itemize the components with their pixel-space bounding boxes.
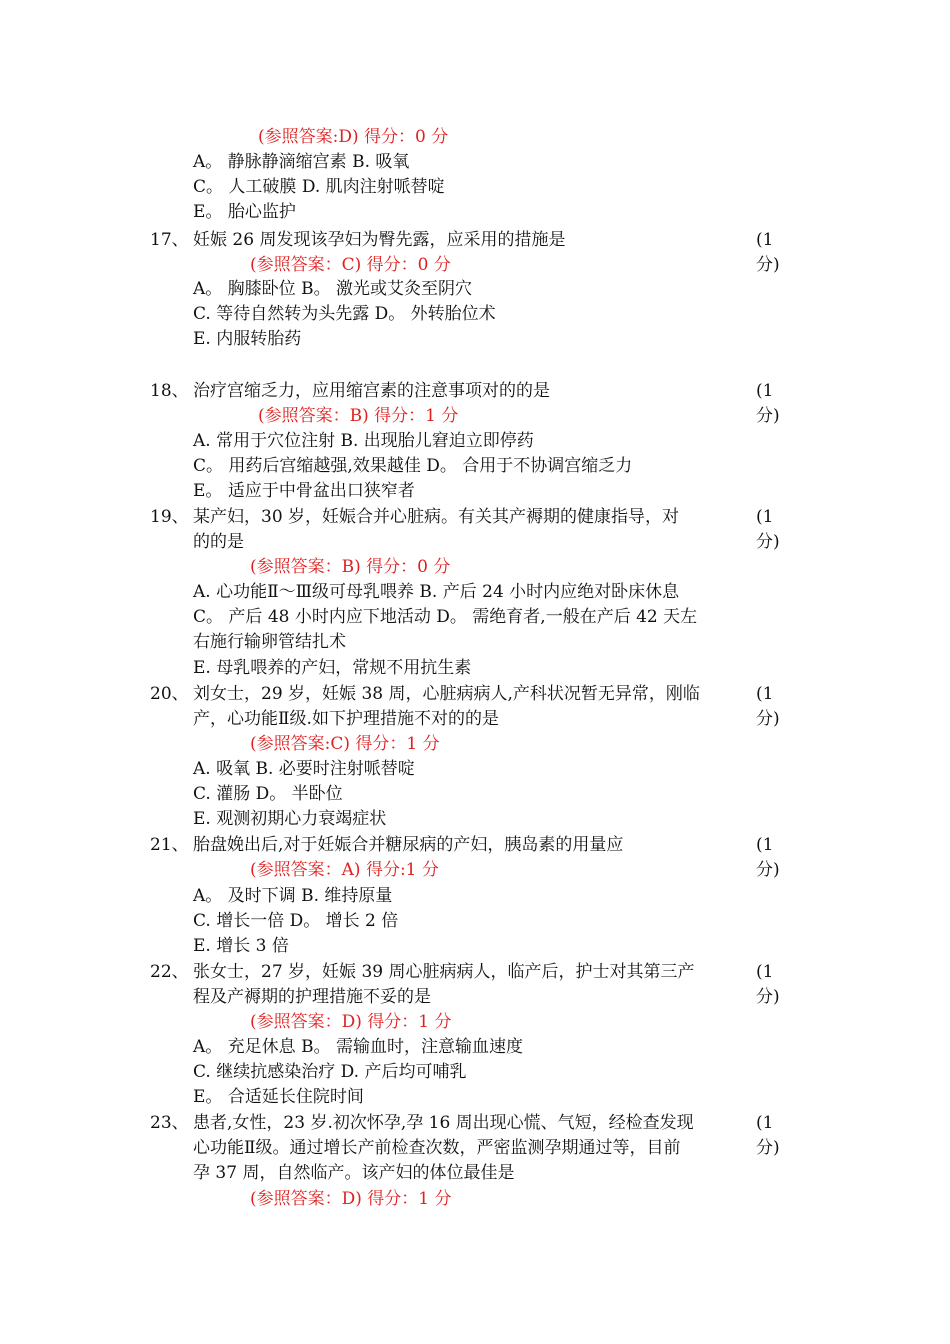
option-line: E. 母乳喂养的产妇，常规不用抗生素 bbox=[193, 658, 472, 678]
question-text: 心功能Ⅱ级。通过增长产前检查次数，严密监测孕期通过等，目前 bbox=[193, 1138, 681, 1158]
answer-line: (参照答案：D) 得分：1 分 bbox=[250, 1189, 452, 1209]
question-text: 妊娠 26 周发现该孕妇为臀先露，应采用的措施是 bbox=[193, 230, 566, 250]
answer-line: (参照答案：B) 得分：1 分 bbox=[258, 406, 459, 426]
option-line: 右施行输卵管结扎术 bbox=[193, 632, 346, 652]
option-line: A。 胸膝卧位 B。 激光或艾灸至阴穴 bbox=[193, 279, 472, 299]
answer-line: (参照答案：B) 得分：0 分 bbox=[250, 557, 451, 577]
option-line: A. 吸氧 B. 必要时注射哌替啶 bbox=[193, 759, 415, 779]
score-label: (1 bbox=[756, 230, 774, 250]
score-label: 分) bbox=[756, 255, 780, 275]
score-label: (1 bbox=[756, 835, 774, 855]
score-label: 分) bbox=[756, 1138, 780, 1158]
question-number: 23、 bbox=[150, 1113, 189, 1133]
option-line: E. 增长 3 倍 bbox=[193, 936, 289, 956]
answer-line: (参照答案:C) 得分：1 分 bbox=[250, 734, 440, 754]
question-text: 某产妇，30 岁，妊娠合并心脏病。有关其产褥期的健康指导，对 bbox=[193, 507, 680, 527]
option-line: C。 用药后宫缩越强,效果越佳 D。 合用于不协调宫缩乏力 bbox=[193, 456, 633, 476]
question-number: 17、 bbox=[150, 230, 189, 250]
option-line: C. 继续抗感染治疗 D. 产后均可哺乳 bbox=[193, 1062, 467, 1082]
option-line: A. 常用于穴位注射 B. 出现胎儿窘迫立即停药 bbox=[193, 431, 534, 451]
question-text: 刘女士，29 岁，妊娠 38 周，心脏病病人,产科状况暂无异常，刚临 bbox=[193, 684, 700, 704]
option-line: E. 内服转胎药 bbox=[193, 329, 302, 349]
option-line: A。 充足休息 B。 需输血时，注意输血速度 bbox=[193, 1037, 523, 1057]
option-line: A. 心功能Ⅱ～Ⅲ级可母乳喂养 B. 产后 24 小时内应绝对卧床休息 bbox=[193, 582, 680, 602]
option-line: C. 灌肠 D。 半卧位 bbox=[193, 784, 343, 804]
score-label: (1 bbox=[756, 1113, 774, 1133]
score-label: (1 bbox=[756, 507, 774, 527]
question-number: 20、 bbox=[150, 684, 189, 704]
answer-line: (参照答案：C) 得分：0 分 bbox=[250, 255, 451, 275]
question-text: 患者,女性，23 岁.初次怀孕,孕 16 周出现心慌、气短，经检查发现 bbox=[193, 1113, 694, 1133]
option-line: E。 胎心监护 bbox=[193, 202, 296, 222]
option-line: A。 及时下调 B. 维持原量 bbox=[193, 886, 393, 906]
score-label: 分) bbox=[756, 406, 780, 426]
question-text: 的的是 bbox=[193, 532, 244, 552]
score-label: (1 bbox=[756, 962, 774, 982]
option-line: C。 人工破膜 D. 肌肉注射哌替啶 bbox=[193, 177, 445, 197]
option-line: A。 静脉静滴缩宫素 B. 吸氧 bbox=[193, 152, 410, 172]
score-label: (1 bbox=[756, 684, 774, 704]
question-number: 21、 bbox=[150, 835, 189, 855]
question-text: 程及产褥期的护理措施不妥的是 bbox=[193, 987, 431, 1007]
option-line: C. 增长一倍 D。 增长 2 倍 bbox=[193, 911, 399, 931]
score-label: (1 bbox=[756, 381, 774, 401]
question-number: 19、 bbox=[150, 507, 189, 527]
score-label: 分) bbox=[756, 532, 780, 552]
option-line: E。 合适延长住院时间 bbox=[193, 1087, 364, 1107]
option-line: C。 产后 48 小时内应下地活动 D。 需绝育者,一般在产后 42 天左 bbox=[193, 607, 698, 627]
question-text: 孕 37 周，自然临产。该产妇的体位最佳是 bbox=[193, 1163, 515, 1183]
option-line: E. 观测初期心力衰竭症状 bbox=[193, 809, 387, 829]
answer-line: (参照答案：A) 得分:1 分 bbox=[250, 860, 439, 880]
question-text: 张女士，27 岁，妊娠 39 周心脏病病人，临产后，护士对其第三产 bbox=[193, 962, 695, 982]
option-line: C. 等待自然转为头先露 D。 外转胎位术 bbox=[193, 304, 496, 324]
option-line: E。 适应于中骨盆出口狭窄者 bbox=[193, 481, 415, 501]
question-text: 治疗宫缩乏力，应用缩宫素的注意事项对的的是 bbox=[193, 381, 550, 401]
answer-line: (参照答案:D) 得分：0 分 bbox=[258, 127, 449, 147]
question-text: 胎盘娩出后,对于妊娠合并糖尿病的产妇，胰岛素的用量应 bbox=[193, 835, 624, 855]
question-text: 产，心功能Ⅱ级.如下护理措施不对的的是 bbox=[193, 709, 499, 729]
answer-line: (参照答案：D) 得分：1 分 bbox=[250, 1012, 452, 1032]
question-number: 18、 bbox=[150, 381, 189, 401]
question-number: 22、 bbox=[150, 962, 189, 982]
score-label: 分) bbox=[756, 709, 780, 729]
score-label: 分) bbox=[756, 860, 780, 880]
score-label: 分) bbox=[756, 987, 780, 1007]
